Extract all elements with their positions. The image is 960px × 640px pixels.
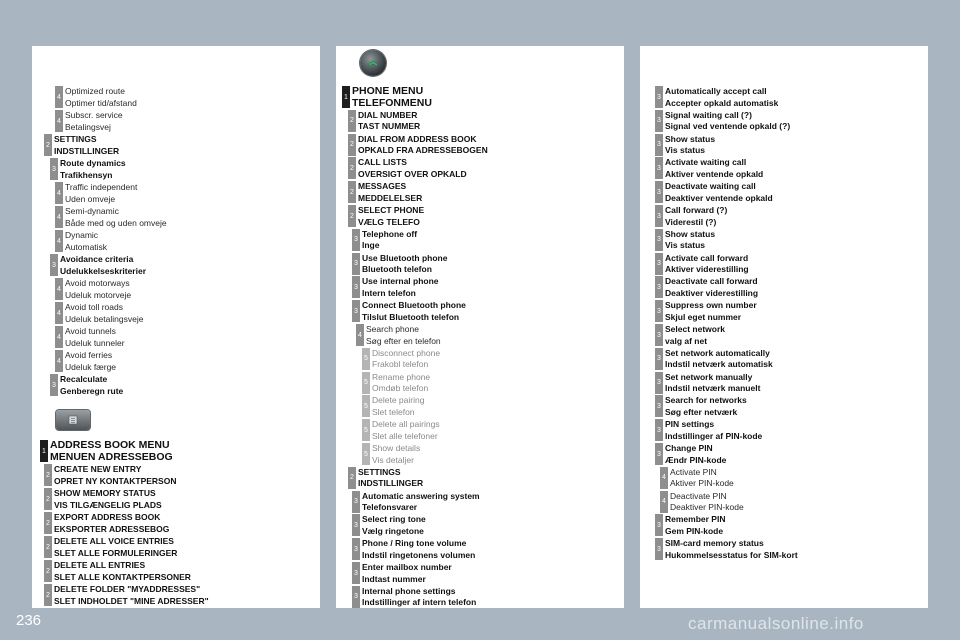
menu-entry-label [665,253,749,276]
menu-level-badge: 3 [655,324,663,346]
menu-entry-label [65,86,137,109]
english-label: CREATE NEW ENTRY [54,464,142,474]
danish-label: INDSTILLINGER [358,478,424,489]
menu-level-badge: 3 [655,253,663,275]
menu-level-badge: 4 [356,324,364,346]
menu-level-badge: 2 [44,464,52,486]
menu-level-badge: 3 [655,276,663,298]
english-label: Activate PIN [670,466,717,477]
danish-label: Deaktiver PIN-kode [670,502,744,513]
menu-level-badge: 4 [55,302,63,324]
address-book-menu-icon [56,410,90,430]
danish-label: Indstillinger af intern telefon [362,597,477,608]
english-label: Show details [372,443,421,453]
english-label: SETTINGS [54,134,97,144]
english-label: Avoid tunnels [65,326,116,336]
english-label: Remember PIN [665,514,726,525]
menu-entry-label [54,584,209,607]
english-label: Activate call forward [665,252,749,263]
english-label: Dynamic [65,230,99,240]
menu-entry-label [60,158,126,181]
english-label: Traffic independent [65,182,138,192]
menu-level-badge: 2 [348,110,356,132]
danish-label: Udeluk tunneler [65,337,125,348]
menu-level-badge: 1 [342,86,350,108]
menu-entry-label [65,182,137,205]
menu-entry-label [358,110,420,133]
menu-entry-label [372,372,430,395]
danish-label: MEDDELELSER [358,192,423,203]
danish-label: Gem PIN-kode [665,525,724,536]
menu-level-badge: 3 [352,586,360,608]
menu-level-badge: 4 [55,326,63,348]
danish-label: VÆLG TELEFO [358,216,420,227]
english-label: DELETE ALL VOICE ENTRIES [54,536,174,546]
english-label: PIN settings [665,419,715,430]
menu-entry-label [665,324,725,347]
menu-level-badge: 2 [44,134,52,156]
danish-label: Indstil netværk manuelt [665,383,761,394]
english-label: Search phone [366,324,419,334]
english-label: Avoid motorways [65,278,130,288]
danish-label: Frakobl telefon [372,359,429,370]
menu-level-badge: 3 [655,157,663,179]
danish-label: Udeluk motorveje [65,289,132,300]
english-label: Avoid toll roads [65,302,123,312]
danish-label: OPKALD FRA ADRESSEBOGEN [358,145,488,156]
english-label: Change PIN [665,443,713,453]
menu-entry-label [65,206,167,229]
menu-level-badge: 3 [655,395,663,417]
menu-level-badge: 3 [655,538,663,560]
menu-level-badge: 5 [362,348,370,370]
menu-entry-label [665,276,758,299]
menu-entry-label [65,230,107,253]
english-label: Select network [665,324,725,334]
english-label: Recalculate [60,374,108,384]
menu-entry-label [54,560,191,583]
english-label: Set network manually [665,371,753,382]
menu-level-badge: 4 [55,110,63,132]
danish-label: Søg efter netværk [665,406,738,417]
menu-level-badge: 3 [352,562,360,584]
menu-entry-label [60,374,123,397]
danish-label: Omdøb telefon [372,383,429,394]
menu-entry-label [65,110,123,133]
english-label: SELECT PHONE [358,205,425,215]
english-label: DIAL FROM ADDRESS BOOK [358,133,477,144]
menu-level-badge: 4 [55,278,63,300]
danish-label: Aktiver viderestilling [665,264,749,275]
english-label: SHOW MEMORY STATUS [54,488,156,498]
danish-label: MENUEN ADRESSEBOG [50,450,173,463]
menu-entry-label [665,348,773,371]
menu-entry-label [372,419,440,442]
menu-entry-label [665,86,778,109]
danish-label: Uden omveje [65,193,116,204]
menu-level-badge: 3 [655,86,663,108]
danish-label: Vis status [665,145,706,156]
menu-level-badge: 2 [44,488,52,510]
phone-menu-icon [360,50,386,76]
danish-label: Deaktiver viderestilling [665,287,759,298]
menu-entry-label [362,538,475,561]
danish-label: Hukommelsesstatus for SIM-kort [665,549,798,560]
english-label: Connect Bluetooth phone [362,300,466,311]
menu-entry-label [366,324,441,347]
danish-label: Signal ved ventende opkald (?) [665,121,791,132]
menu-level-badge: 3 [352,514,360,536]
menu-section-heading [352,86,432,109]
menu-level-badge: 2 [348,157,356,179]
menu-entry-label [358,181,422,204]
danish-label: Vælg ringetone [362,525,424,536]
english-label: Use Bluetooth phone [362,252,448,263]
menu-entry-label [665,157,763,180]
menu-entry-label [665,229,715,252]
english-label: Avoid ferries [65,350,113,360]
menu-entry-label [54,488,162,511]
danish-label: Ændr PIN-kode [665,454,727,465]
menu-entry-label [665,205,727,228]
english-label: Subscr. service [65,110,123,120]
menu-entry-label [670,491,744,514]
english-label: Avoidance criteria [60,254,134,264]
danish-label: OVERSIGT OVER OPKALD [358,168,467,179]
menu-entry-label [665,372,760,395]
english-label: CALL LISTS [358,157,407,168]
menu-entry-label [54,536,177,559]
danish-label: Søg efter en telefon [366,335,441,346]
danish-label: Indstil ringetonens volumen [362,549,476,560]
danish-label: Optimer tid/afstand [65,97,137,108]
menu-level-badge: 3 [655,205,663,227]
danish-label: Trafikhensyn [60,169,113,180]
menu-entry-label [358,467,423,490]
english-label: Deactivate PIN [670,490,727,501]
menu-level-badge: 3 [655,181,663,203]
danish-label: Indstil netværk automatisk [665,359,773,370]
english-label: Delete pairing [372,395,425,406]
danish-label: EKSPORTER ADRESSEBOG [54,523,170,534]
menu-entry-label [54,464,176,487]
menu-entry-label [65,278,131,301]
menu-entry-label [54,134,119,157]
menu-level-badge: 3 [50,254,58,276]
danish-label: INDSTILLINGER [54,145,120,156]
english-label: Set network automatically [665,347,770,358]
menu-entry-label [358,157,467,180]
danish-label: TAST NUMMER [358,121,421,132]
danish-label: SLET INDHOLDET "MINE ADRESSER" [54,595,209,606]
danish-label: Aktiver ventende opkald [665,168,764,179]
menu-level-badge: 2 [44,560,52,582]
menu-entry-label [65,326,125,349]
menu-level-badge: 3 [655,348,663,370]
menu-level-badge: 3 [352,491,360,513]
menu-entry-label [362,514,426,537]
danish-label: Udeluk betalingsveje [65,313,144,324]
danish-label: Genberegn rute [60,385,124,396]
menu-entry-label [358,205,424,228]
danish-label: Udelukkelseskriterier [60,265,146,276]
menu-section-heading [50,440,173,463]
menu-entry-label [670,467,734,490]
english-label: Optimized route [65,86,125,96]
menu-level-badge: 3 [352,300,360,322]
danish-label: Aktiver PIN-kode [670,478,734,489]
danish-label: Betalingsvej [65,121,111,132]
menu-entry-label [665,134,715,157]
menu-entry-label [665,419,762,442]
menu-level-badge: 3 [655,419,663,441]
english-label: Automatically accept call [665,86,767,96]
menu-level-badge: 2 [348,134,356,156]
menu-level-badge: 3 [50,158,58,180]
menu-level-badge: 3 [655,300,663,322]
english-label: Automatic answering system [362,490,480,501]
menu-entry-label [65,302,143,325]
menu-level-badge: 3 [655,134,663,156]
english-label: SIM-card memory status [665,538,764,549]
menu-level-badge: 4 [660,491,668,513]
menu-level-badge: 2 [348,181,356,203]
english-label: PHONE MENU [352,85,424,97]
english-label: Select ring tone [362,514,426,525]
menu-level-badge: 4 [55,206,63,228]
english-label: DELETE FOLDER "MYADDRESSES" [54,584,201,594]
menu-entry-label [362,300,466,323]
english-label: Semi-dynamic [65,206,119,216]
menu-level-badge: 3 [655,372,663,394]
english-label: Disconnect phone [372,347,441,358]
menu-level-badge: 4 [55,182,63,204]
menu-entry-label [362,253,447,276]
danish-label: Accepter opkald automatisk [665,97,779,108]
menu-entry-label [60,254,146,277]
menu-level-badge: 4 [55,86,63,108]
english-label: DIAL NUMBER [358,109,418,120]
menu-level-badge: 3 [50,374,58,396]
menu-level-badge: 3 [352,276,360,298]
menu-entry-label [358,134,488,157]
english-label: ADDRESS BOOK MENU [50,439,170,451]
menu-level-badge: 2 [348,467,356,489]
menu-entry-label [372,395,424,418]
english-label: Suppress own number [665,300,757,311]
danish-label: Både med og uden omveje [65,217,167,228]
menu-entry-label [362,586,476,609]
menu-level-badge: 2 [348,205,356,227]
english-label: Deactivate waiting call [665,181,756,192]
english-label: Rename phone [372,371,431,382]
danish-label: Telefonsvarer [362,502,418,513]
page-number: 236 [16,612,42,629]
danish-label: Intern telefon [362,287,416,298]
danish-label: TELEFONMENU [352,96,432,109]
danish-label: OPRET NY KONTAKTPERSON [54,475,177,486]
menu-level-badge: 3 [655,110,663,132]
danish-label: SLET ALLE KONTAKTPERSONER [54,571,191,582]
menu-level-badge: 5 [362,443,370,465]
english-label: Show status [665,133,716,144]
menu-level-badge: 3 [655,514,663,536]
english-label: Delete all pairings [372,419,440,430]
menu-entry-label [362,276,439,299]
english-label: Show status [665,228,716,239]
menu-level-badge: 3 [655,229,663,251]
english-label: Deactivate call forward [665,276,758,287]
menu-entry-label [665,443,726,466]
menu-level-badge: 2 [44,536,52,558]
danish-label: Automatisk [65,241,108,252]
menu-entry-label [665,181,773,204]
danish-label: Udeluk færge [65,361,117,372]
menu-entry-label [372,348,440,371]
menu-entry-label [665,300,757,323]
menu-entry-label [362,229,417,252]
english-label: SETTINGS [358,466,401,477]
danish-label: valg af net [665,335,708,346]
english-label: Enter mailbox number [362,562,452,572]
menu-entry-label [665,110,790,133]
watermark-text: carmanualsonline.info [688,614,864,633]
menu-level-badge: 2 [44,512,52,534]
menu-level-badge: 5 [362,395,370,417]
english-label: Call forward (?) [665,205,728,215]
menu-level-badge: 3 [655,443,663,465]
danish-label: Indtast nummer [362,573,426,584]
danish-label: Indstillinger af PIN-kode [665,430,763,441]
danish-label: SLET ALLE FORMULERINGER [54,547,178,558]
english-label: Signal waiting call (?) [665,109,752,120]
english-label: Telephone off [362,228,418,239]
english-label: Internal phone settings [362,585,456,596]
danish-label: Deaktiver ventende opkald [665,192,773,203]
danish-label: Viderestil (?) [665,216,717,227]
english-label: DELETE ALL ENTRIES [54,560,146,570]
menu-entry-label [362,491,480,514]
menu-entry-label [372,443,420,466]
menu-level-badge: 4 [660,467,668,489]
menu-entry-label [362,562,452,585]
menu-level-badge: 3 [352,538,360,560]
menu-level-badge: 5 [362,419,370,441]
menu-level-badge: 1 [40,440,48,462]
menu-entry-label [65,350,116,373]
menu-level-badge: 3 [352,229,360,251]
danish-label: Tilslut Bluetooth telefon [362,311,460,322]
menu-entry-label [665,514,725,537]
danish-label: Slet alle telefoner [372,430,438,441]
english-label: Activate waiting call [665,157,747,168]
english-label: Use internal phone [362,276,439,287]
menu-entry-label [54,512,169,535]
english-label: Search for networks [665,395,747,406]
danish-label: Vis status [665,240,706,251]
menu-level-badge: 5 [362,372,370,394]
english-label: Phone / Ring tone volume [362,538,467,549]
danish-label: Slet telefon [372,406,415,417]
menu-level-badge: 2 [44,584,52,606]
english-label: EXPORT ADDRESS BOOK [54,512,161,522]
menu-entry-label [665,395,747,418]
danish-label: Inge [362,240,380,251]
danish-label: Vis detaljer [372,454,414,465]
menu-level-badge: 4 [55,350,63,372]
menu-entry-label [665,538,798,561]
danish-label: VIS TILGÆNGELIG PLADS [54,499,162,510]
danish-label: Bluetooth telefon [362,264,432,275]
menu-level-badge: 4 [55,230,63,252]
english-label: MESSAGES [358,181,407,192]
menu-level-badge: 3 [352,253,360,275]
danish-label: Skjul eget nummer [665,311,742,322]
english-label: Route dynamics [60,158,126,168]
